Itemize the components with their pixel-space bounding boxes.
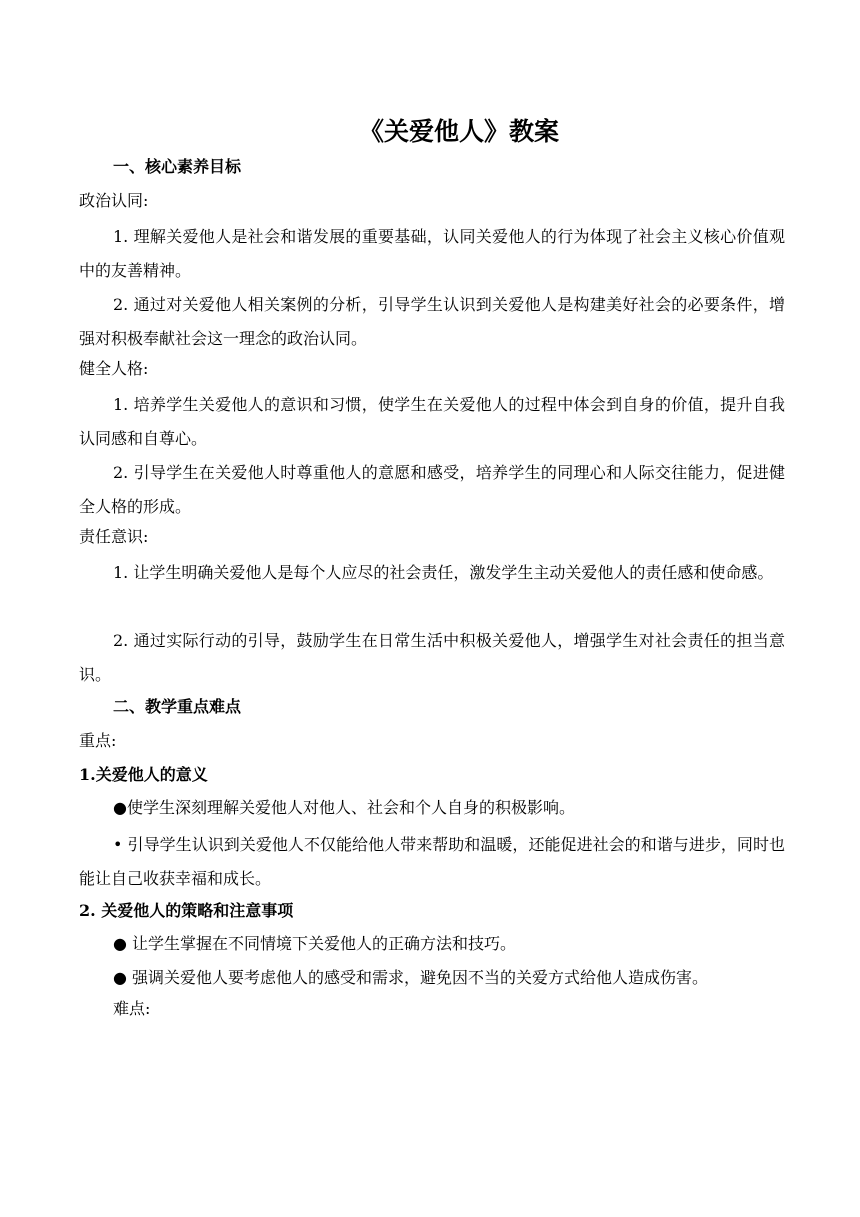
paragraph-political-2: 2. 通过对关爱他人相关案例的分析，引导学生认识到关爱他人是构建美好社会的必要条件，增强对积极奉献社会这一理念的政治认同。 [79, 295, 785, 348]
label-political-identity: 政治认同: [79, 191, 149, 210]
bullet-strategies-1: ● 让学生掌握在不同情境下关爱他人的正确方法和技巧。 [113, 934, 517, 953]
document-title: 《关爱他人》教案 [358, 117, 559, 146]
subheading-strategies: 2. 关爱他人的策略和注意事项 [79, 901, 294, 920]
subheading-meaning: 1.关爱他人的意义 [79, 765, 208, 784]
section-heading-goals: 一、核心素养目标 [113, 157, 242, 176]
paragraph-personality-1: 1. 培养学生关爱他人的意识和习惯，使学生在关爱他人的过程中体会到自身的价值，提升自我认同感和自尊心。 [79, 395, 785, 448]
section-heading-key-points: 二、教学重点难点 [113, 697, 242, 716]
paragraph-political-1: 1. 理解关爱他人是社会和谐发展的重要基础，认同关爱他人的行为体现了社会主义核心价值观中的友善精神。 [79, 227, 785, 280]
label-key-points: 重点: [79, 731, 117, 750]
paragraph-responsibility-2: 2. 通过实际行动的引导，鼓励学生在日常生活中积极关爱他人，增强学生对社会责任的担当意识。 [79, 631, 785, 684]
bullet-meaning-2: • 引导学生认识到关爱他人不仅能给他人带来帮助和温暖，还能促进社会的和谐与进步，同时也能让自己收获幸福和成长。 [79, 835, 785, 888]
label-healthy-personality: 健全人格: [79, 359, 149, 378]
bullet-strategies-2: ● 强调关爱他人要考虑他人的感受和需求，避免因不当的关爱方式给他人造成伤害。 [113, 968, 709, 987]
bullet-meaning-1: ●使学生深刻理解关爱他人对他人、社会和个人自身的积极影响。 [113, 798, 575, 817]
paragraph-responsibility-1: 1. 让学生明确关爱他人是每个人应尽的社会责任，激发学生主动关爱他人的责任感和使命感。 [113, 563, 774, 582]
label-responsibility: 责任意识: [79, 527, 149, 546]
label-difficulties: 难点: [113, 999, 151, 1018]
paragraph-personality-2: 2. 引导学生在关爱他人时尊重他人的意愿和感受，培养学生的同理心和人际交往能力，促进健全人格的形成。 [79, 463, 785, 516]
